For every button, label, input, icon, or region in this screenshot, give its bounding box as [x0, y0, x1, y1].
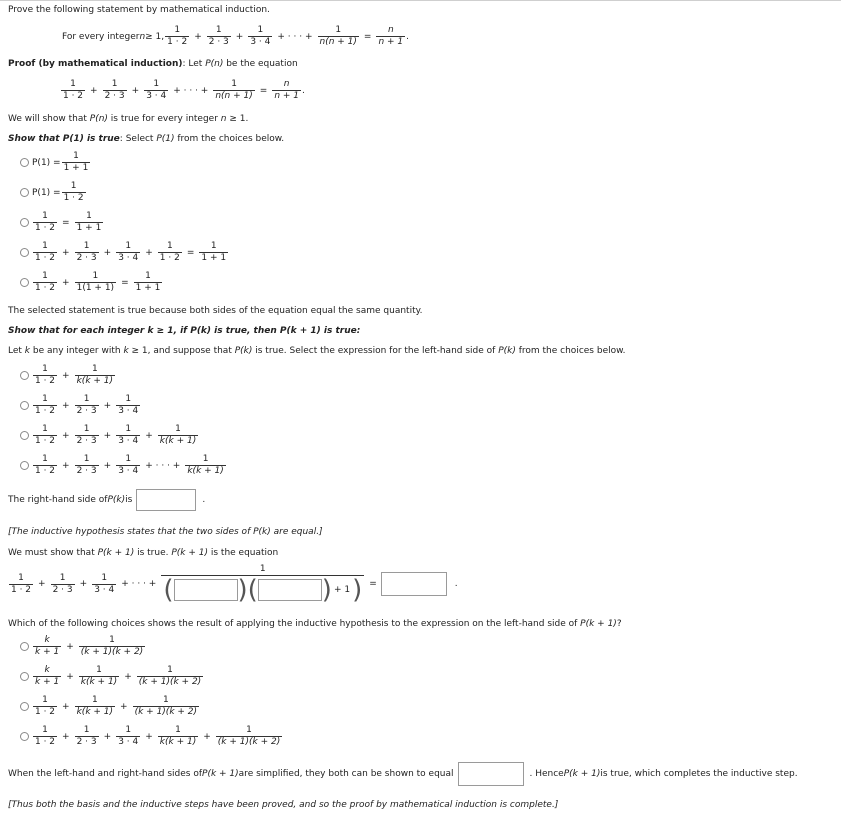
big-fraction: [161, 565, 364, 603]
fraction: [75, 365, 115, 386]
must-show-text: We must show that P(k + 1) is true. P(k + 1) is the equation: [8, 548, 279, 558]
fraction: [158, 726, 198, 747]
fraction: [199, 242, 228, 263]
numerator: 1: [42, 211, 48, 221]
frac-1-2: [165, 26, 189, 47]
numerator: 1: [125, 725, 132, 735]
operator: + · · · +: [121, 579, 157, 589]
denominator: (k + 1)(k + 2): [80, 647, 144, 657]
numerator: 1: [59, 572, 66, 583]
pn-equation: $\frac{1}{1 \cdot 2}$ + $\frac{1}{2 \cdot 3}$ + $\frac{1}{3 \cdot 4}$ + · · · + $\frac{1}{n(n + 1)}$ = $\frac{n}{n + 1}$ .: [63, 79, 305, 101]
denominator: 1 + 1: [76, 223, 102, 233]
denominator: 1 · 2: [167, 37, 188, 47]
numerator: 1: [175, 424, 181, 434]
p1-choice-1[interactable]: P(1) = $\frac{1}{1 + 1}$: [20, 152, 91, 173]
radio-button[interactable]: [20, 431, 29, 440]
pk1-rhs-input[interactable]: [381, 572, 447, 596]
denominator: 1 · 2: [35, 406, 56, 416]
numerator: 1: [83, 424, 90, 434]
operator: +: [103, 247, 112, 258]
denominator: 1 · 2: [35, 223, 56, 233]
operator: +: [145, 247, 153, 258]
radio-button[interactable]: [20, 218, 29, 227]
fraction: [75, 212, 104, 233]
denominator: 1 · 2: [35, 376, 56, 386]
fraction: [75, 425, 99, 446]
denominator: k(k + 1): [80, 677, 118, 687]
numerator: 1: [42, 364, 48, 374]
operator: + · · · +: [145, 460, 181, 471]
numerator: 1: [231, 79, 237, 89]
operator: +: [103, 731, 112, 742]
radio-button[interactable]: [20, 732, 29, 741]
fraction: [116, 726, 140, 747]
hypothesis-note: [The inductive hypothesis states that the two sides of P(k) are equal.]: [8, 527, 323, 537]
denominator: n(n + 1): [215, 91, 253, 101]
fraction: [75, 272, 116, 293]
fraction: [158, 425, 198, 446]
radio-button[interactable]: [20, 278, 29, 287]
fraction: [75, 395, 99, 416]
numerator: 1: [246, 725, 252, 735]
hyp-choice-1[interactable]: [20, 636, 146, 657]
radio-button[interactable]: [20, 371, 29, 380]
operator: =: [121, 277, 129, 288]
operator: +: [62, 460, 70, 471]
operator: +: [66, 641, 74, 652]
fraction: [61, 80, 85, 101]
fraction: [33, 272, 57, 293]
numerator: 1: [162, 695, 169, 705]
proof-heading: Proof (by mathematical induction): Let P(n) be the equation: [8, 59, 298, 69]
denominator: n + 1: [274, 91, 300, 101]
numerator: n: [387, 25, 394, 35]
operator: +: [62, 430, 70, 441]
parenthesis: ): [352, 575, 363, 605]
denominator: 1 · 2: [35, 466, 56, 476]
lhs-choice-2[interactable]: [20, 395, 141, 416]
numerator: 1: [166, 241, 173, 251]
rhs-row: The right-hand side of P(k) is .: [8, 489, 205, 511]
rhs-input[interactable]: [136, 489, 196, 511]
p1-choice-3[interactable]: [20, 212, 104, 233]
fraction: [144, 80, 168, 101]
intro-text: Prove the following statement by mathematical induction.: [8, 5, 270, 15]
denominator: 2 · 3: [52, 584, 73, 595]
denominator: 2 · 3: [76, 406, 97, 416]
denominator: 1 · 2: [159, 253, 180, 263]
fraction: [158, 242, 182, 263]
operator: +: [203, 731, 211, 742]
fraction: [9, 574, 33, 595]
operator: +: [62, 277, 70, 288]
radio-button[interactable]: [20, 158, 29, 167]
numerator: 1: [101, 572, 108, 583]
numerator: 1: [83, 241, 90, 251]
statement-equation: For every integer n ≥ 1, $\frac{1}{1 \cdot 2}$ + $\frac{1}{2 \cdot 3}$ + $\frac{1}{3 \cdot 4}$ + · · · + $\frac{1}{n(n + 1)}$ = $\frac{n}{n + 1}$ .: [62, 25, 410, 47]
denominator: 1(1 + 1): [76, 283, 115, 293]
statement-cond: ≥ 1,: [145, 31, 165, 42]
denominator: 1 + 1: [201, 253, 227, 263]
operator: +: [103, 400, 112, 411]
frac-n-n1: [318, 26, 359, 47]
parenthesis: ): [321, 575, 332, 605]
radio-button[interactable]: [20, 401, 29, 410]
numerator: n: [283, 79, 290, 89]
denominator: 3 · 4: [94, 584, 115, 595]
operator: +: [62, 370, 70, 381]
fraction: [213, 80, 254, 101]
operator: + · · · +: [173, 85, 209, 96]
operator: +: [38, 579, 46, 589]
fraction: [33, 242, 57, 263]
fraction: [133, 696, 199, 717]
which-choice-text: Which of the following choices shows the result of applying the inductive hypothesis to the expression on the left-hand side of P(k + 1)?: [8, 619, 622, 629]
denominator: ( )( ) + 1 ): [163, 575, 363, 605]
frac-3-4: [248, 26, 272, 47]
denominator: k(k + 1): [159, 737, 197, 747]
denominator: 1 · 2: [63, 91, 84, 101]
numerator: k: [44, 665, 50, 675]
numerator: 1: [167, 665, 173, 675]
denominator: 1 + 1: [63, 163, 89, 173]
numerator: 1: [42, 424, 48, 434]
operator: +: [79, 579, 88, 589]
numerator: 1: [42, 725, 48, 735]
fraction: [75, 242, 99, 263]
numerator: 1: [83, 454, 90, 464]
radio-button[interactable]: [20, 248, 29, 257]
numerator: 1: [109, 635, 115, 645]
pk1-equation: $\frac{1}{1 \cdot 2}$ + $\frac{1}{2 \cdot 3}$ + $\frac{1}{3 \cdot 4}$ + · · · + 1 ( )( ) + 1 ) = .: [11, 564, 458, 605]
denominator: n(n + 1): [319, 37, 357, 47]
denominator: 3 · 4: [118, 406, 139, 416]
fraction: [75, 696, 115, 717]
denominator: 1 · 2: [35, 436, 56, 446]
denominator: 3 · 4: [118, 253, 139, 263]
operator: +: [103, 430, 112, 441]
show-pk-heading: Show that for each integer k ≥ 1, if P(k) is true, then P(k + 1) is true:: [8, 326, 361, 336]
operator: +: [124, 671, 132, 682]
operator: +: [235, 31, 244, 42]
denominator: 1 · 2: [35, 253, 56, 263]
fraction: [79, 636, 145, 657]
numerator: 1: [145, 271, 151, 281]
simplified-input[interactable]: [458, 762, 524, 786]
numerator: 1: [42, 454, 48, 464]
lhs-choice-4[interactable]: [20, 455, 227, 476]
operator: +: [90, 85, 98, 96]
p1-choice-2[interactable]: P(1) = $\frac{1}{1 \cdot 2}$: [20, 182, 87, 203]
p1-note: The selected statement is true because both sides of the equation equal the same quantity.: [8, 306, 423, 316]
lhs-choice-1[interactable]: [20, 365, 116, 386]
fraction: [92, 574, 116, 595]
fraction: [33, 636, 61, 657]
numerator: 1: [91, 695, 98, 705]
fraction: [51, 574, 75, 595]
denominator: 1 + 1: [135, 283, 161, 293]
numerator: 1: [215, 25, 222, 35]
conclusion-text: [Thus both the basis and the inductive steps have been proved, and so the proof by mathematical induction is complete.]: [8, 800, 559, 810]
numerator: 1: [83, 394, 90, 404]
fraction: [75, 726, 99, 747]
fraction: [33, 365, 57, 386]
denominator: 3 · 4: [250, 37, 271, 47]
numerator: 1: [125, 241, 132, 251]
denominator: k(k + 1): [76, 707, 114, 717]
fraction: [62, 182, 86, 203]
operator: =: [369, 579, 377, 589]
fraction: [216, 726, 282, 747]
numerator: 1: [125, 454, 132, 464]
numerator: 1: [111, 79, 118, 89]
operator: +: [145, 731, 153, 742]
operator: =: [363, 31, 372, 42]
numerator: 1: [70, 181, 77, 191]
parenthesis: (: [163, 575, 174, 605]
denominator: 1 · 2: [11, 584, 32, 595]
p1-choice-5[interactable]: [20, 272, 163, 293]
numerator: 1: [257, 25, 264, 35]
operator: +: [131, 85, 140, 96]
operator: +: [62, 400, 70, 411]
numerator: 1: [96, 665, 102, 675]
p1-choice-4[interactable]: [20, 242, 229, 263]
fraction: [33, 395, 57, 416]
radio-button[interactable]: [20, 461, 29, 470]
numerator: 1: [210, 241, 217, 251]
denominator: (k + 1)(k + 2): [217, 737, 281, 747]
denominator: k(k + 1): [159, 436, 197, 446]
lhs-choice-3[interactable]: [20, 425, 199, 446]
operator: +: [103, 460, 112, 471]
will-show-text: We will show that P(n) is true for every integer n ≥ 1.: [8, 114, 249, 124]
fraction: [272, 80, 301, 101]
denominator: (k + 1)(k + 2): [138, 677, 202, 687]
numerator: 1: [42, 241, 48, 251]
fraction: [33, 666, 61, 687]
numerator: k: [44, 635, 50, 645]
operator: + · · · +: [277, 31, 313, 42]
hyp-choice-3[interactable]: [20, 696, 200, 717]
numerator: 1: [202, 454, 209, 464]
numerator: 1: [70, 79, 76, 89]
frac-rhs: [376, 26, 405, 47]
radio-button[interactable]: [20, 702, 29, 711]
radio-button[interactable]: [20, 642, 29, 651]
numerator: 1: [125, 424, 132, 434]
operator: +: [66, 671, 74, 682]
parenthesis: )(: [237, 575, 258, 605]
numerator: 1: [174, 25, 181, 35]
fraction: [33, 726, 57, 747]
fraction: [33, 212, 57, 233]
simplified-row: When the left-hand and right-hand sides of P(k + 1) are simplified, they both can be shown to equal . Hence P(k + 1) is true, which completes the inductive step.: [8, 762, 798, 786]
fraction: [75, 455, 99, 476]
denominator: k + 1: [35, 677, 60, 687]
denominator: 2 · 3: [76, 436, 97, 446]
denominator: k(k + 1): [76, 376, 114, 386]
denominator: 1 · 2: [35, 737, 56, 747]
top-divider: [0, 0, 841, 1]
numerator: 1: [73, 151, 79, 161]
numerator: 1: [86, 211, 92, 221]
show-p1-heading: Show that P(1) is true: Select P(1) from the choices below.: [8, 134, 285, 144]
fraction: [116, 242, 140, 263]
fraction: [116, 395, 140, 416]
denominator: 2 · 3: [76, 253, 97, 263]
hyp-choice-2[interactable]: [20, 666, 204, 687]
fraction: [33, 455, 57, 476]
denominator: 3 · 4: [118, 466, 139, 476]
denominator: 2 · 3: [104, 91, 125, 101]
fraction: [33, 425, 57, 446]
denominator: 3 · 4: [118, 737, 139, 747]
denominator: 1 · 2: [35, 283, 56, 293]
denominator: k + 1: [35, 647, 60, 657]
k1-factor-input-1[interactable]: [174, 579, 238, 601]
numerator: 1: [153, 79, 160, 89]
statement-prefix: For every integer: [62, 31, 140, 42]
fraction: [79, 666, 119, 687]
operator: +: [145, 430, 153, 441]
var-n: n: [139, 31, 146, 42]
numerator: 1: [125, 394, 132, 404]
operator: =: [62, 217, 70, 228]
numerator: 1: [259, 564, 266, 574]
denominator: 3 · 4: [146, 91, 167, 101]
frac-2-3: [207, 26, 231, 47]
denominator: 2 · 3: [76, 737, 97, 747]
hyp-choice-4[interactable]: [20, 726, 283, 747]
numerator: 1: [175, 725, 181, 735]
denominator: (k + 1)(k + 2): [134, 707, 198, 717]
denominator: 1 · 2: [63, 193, 84, 203]
operator: +: [62, 701, 70, 712]
denominator: 3 · 4: [118, 436, 139, 446]
fraction: [116, 425, 140, 446]
operator: +: [62, 247, 70, 258]
fraction: [62, 152, 91, 173]
fraction: [116, 455, 140, 476]
fraction: [185, 455, 225, 476]
denominator: 2 · 3: [76, 466, 97, 476]
numerator: 1: [42, 695, 48, 705]
numerator: 1: [92, 271, 99, 281]
fraction: [137, 666, 203, 687]
numerator: 1: [42, 271, 48, 281]
numerator: 1: [42, 394, 48, 404]
operator: +: [194, 31, 202, 42]
operator: +: [120, 701, 128, 712]
operator: +: [62, 731, 70, 742]
numerator: 1: [335, 25, 342, 35]
numerator: 1: [83, 725, 90, 735]
operator: =: [259, 85, 268, 96]
denominator: n + 1: [378, 37, 404, 47]
numerator: 1: [18, 572, 24, 583]
fraction: [103, 80, 127, 101]
radio-button[interactable]: [20, 188, 29, 197]
fraction: [33, 696, 57, 717]
numerator: 1: [91, 364, 98, 374]
fraction: [134, 272, 163, 293]
denominator: k(k + 1): [187, 466, 224, 476]
denominator: 1 · 2: [35, 707, 56, 717]
operator: =: [186, 247, 195, 258]
radio-button[interactable]: [20, 672, 29, 681]
denominator: 2 · 3: [208, 37, 229, 47]
let-k-text: Let k be any integer with k ≥ 1, and suppose that P(k) is true. Select the expression for the left-hand side of P(k) from the choices below.: [8, 346, 626, 356]
k1-factor-input-2[interactable]: [258, 579, 322, 601]
